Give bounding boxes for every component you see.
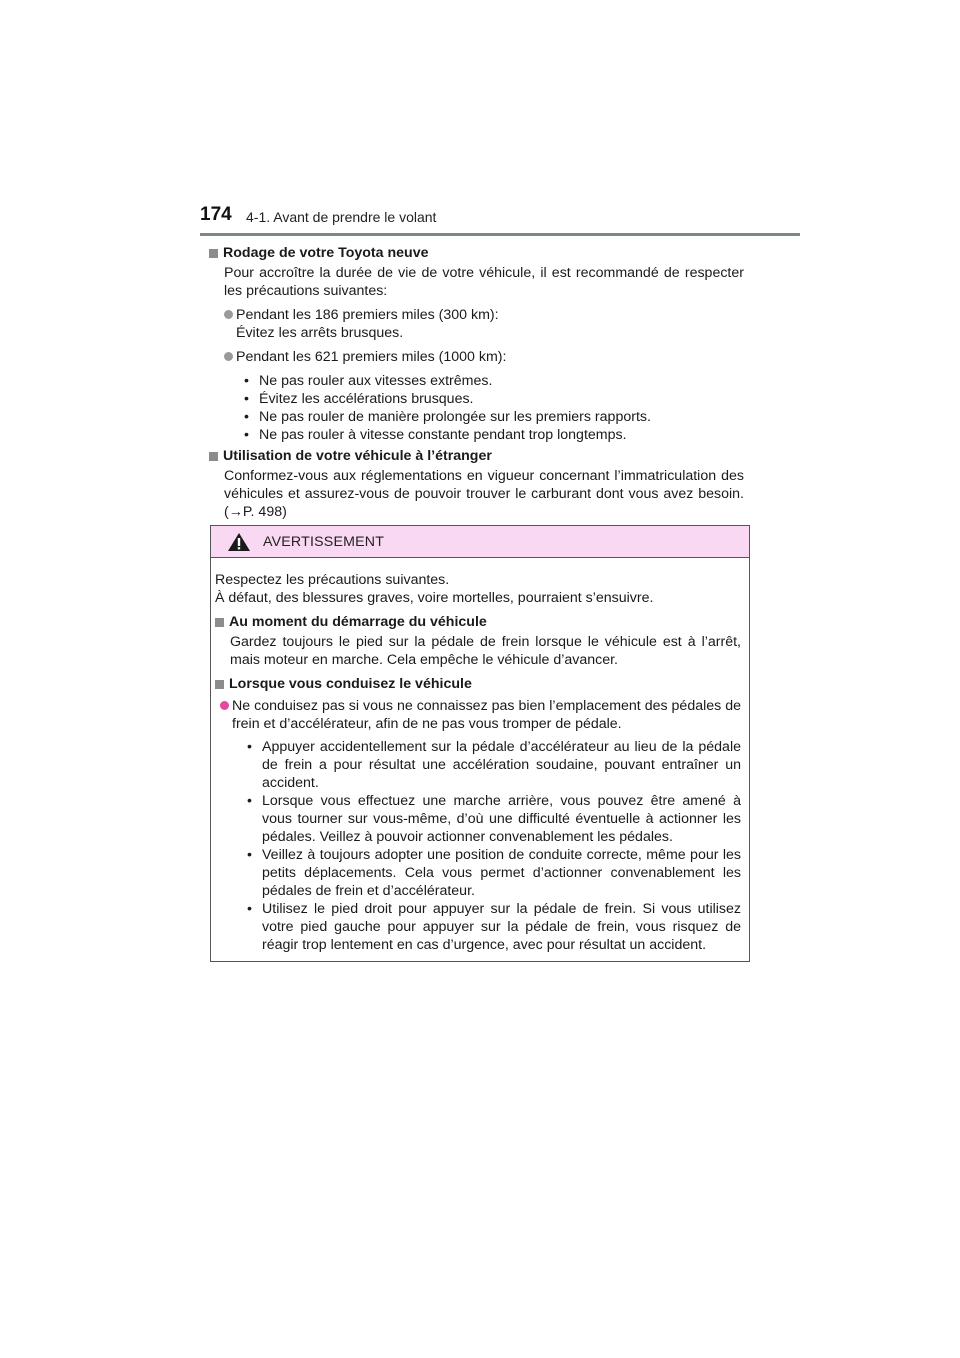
sub-item-text: Lorsque vous effectuez une marche arrière, vous pouvez être amené à vous tourner sur vous-même, d’où une difficulté éventuelle à actionner les pédales. Veillez à pouvoir actionner convenablement les pédales. xyxy=(262,793,741,845)
warning-paragraph: Gardez toujours le pied sur la pédale de frein lorsque le véhicule est à l’arrêt, mais moteur en marche. Cela empêche le véhicule d’avancer. xyxy=(230,634,741,668)
warning-triangle-icon xyxy=(227,532,251,552)
sub-list-item: • Appuyer accidentellement sur la pédale d’accélérateur au lieu de la pédale de frein a pour résultat une accélération soudaine, pouvant entraîner un accident. xyxy=(247,739,741,791)
bullet-text: Ne conduisez pas si vous ne connaissez pas bien l’emplacement des pédales de frein et d’accélérateur, afin de ne pas vous tromper de pédale. xyxy=(232,698,741,732)
warning-intro: À défaut, des blessures graves, voire mortelles, pourraient s’ensuivre. xyxy=(215,590,654,606)
sub-item-text: Appuyer accidentellement sur la pédale d’accélérateur au lieu de la pédale de frein a pour résultat une accélération soudaine, pouvant entraîner un accident. xyxy=(262,739,741,791)
bullet-text: Pendant les 186 premiers miles (300 km): xyxy=(236,307,499,323)
heading-text: Au moment du démarrage du véhicule xyxy=(229,614,487,630)
list-item xyxy=(224,306,744,342)
warning-intro: Respectez les précautions suivantes. xyxy=(215,572,450,588)
section-title: 4-1. Avant de prendre le volant xyxy=(246,209,437,225)
sub-list-item: • Ne pas rouler à vitesse constante pendant trop longtemps. xyxy=(244,427,627,443)
sub-list-item: • Évitez les accélérations brusques. xyxy=(244,391,474,407)
warning-heading-conduite xyxy=(215,675,741,693)
circle-bullet-icon xyxy=(224,352,233,361)
sub-list-item: • Ne pas rouler de manière prolongée sur les premiers rapports. xyxy=(244,409,651,425)
etranger-text: Conformez-vous aux réglementations en vigueur concernant l’immatriculation des véhicules et assurez-vous de pouvoir trouver le carburant dont vous avez besoin. (→P. 498) xyxy=(224,468,744,520)
heading-text: Utilisation de votre véhicule à l’étranger xyxy=(223,448,492,464)
main-content xyxy=(209,242,744,521)
warning-box xyxy=(210,525,750,962)
sub-list-item: • Utilisez le pied droit pour appuyer sur la pédale de frein. Si vous utilisez votre pied gauche pour appuyer sur la pédale de frein, vous risquez de réagir trop lentement en cas d’urgence, avec pour résultat un accident. xyxy=(247,901,741,953)
sub-list-item: • Lorsque vous effectuez une marche arrière, vous pouvez être amené à vous tourner sur vous-même, d’où une difficulté éventuelle à actionner les pédales. Veillez à pouvoir actionner convenablement les pédales. xyxy=(247,793,741,845)
sub-list-item: • Veillez à toujours adopter une position de conduite correcte, même pour les petits déplacements. Cela vous permet d’actionner convenablement les pédales de frein et d’accélérateur. xyxy=(247,847,741,899)
page-number: 174 xyxy=(200,204,232,225)
page-header xyxy=(200,200,800,236)
square-bullet-icon xyxy=(215,618,224,627)
heading-text: Rodage de votre Toyota neuve xyxy=(223,245,429,261)
heading-rodage xyxy=(209,244,744,262)
heading-etranger xyxy=(209,447,744,465)
square-bullet-icon xyxy=(209,249,218,258)
sub-item-text: Veillez à toujours adopter une position de conduite correcte, même pour les petits déplacements. Cela vous permet d’actionner convenablement les pédales de frein et d’accélérateur. xyxy=(262,847,741,899)
circle-bullet-icon xyxy=(224,310,233,319)
sub-item-text: Ne pas rouler aux vitesses extrêmes. xyxy=(259,373,493,389)
bullet-text: Pendant les 621 premiers miles (1000 km): xyxy=(236,349,507,365)
sub-item-text: Utilisez le pied droit pour appuyer sur la pédale de frein. Si vous utilisez votre pied gauche pour appuyer sur la pédale de frein, vous risquez de réagir trop lentement en cas d’urgence, avec pour résultat un accident. xyxy=(262,901,741,953)
list-item xyxy=(220,697,741,733)
warning-header xyxy=(211,526,749,558)
warning-title: AVERTISSEMENT xyxy=(263,533,385,550)
warning-sub-list xyxy=(245,738,741,954)
square-bullet-icon xyxy=(209,452,218,461)
list-item xyxy=(224,348,744,366)
sub-item-text: Évitez les accélérations brusques. xyxy=(259,391,474,407)
sub-item-text: Ne pas rouler de manière prolongée sur les premiers rapports. xyxy=(259,409,651,425)
warning-body xyxy=(211,558,749,954)
bullet-text: Évitez les arrêts brusques. xyxy=(236,325,404,341)
header-divider xyxy=(200,233,800,236)
circle-bullet-icon xyxy=(220,701,229,710)
sub-item-text: Ne pas rouler à vitesse constante pendant trop longtemps. xyxy=(259,427,627,443)
heading-text: Lorsque vous conduisez le véhicule xyxy=(229,676,472,692)
rodage-intro: Pour accroître la durée de vie de votre véhicule, il est recommandé de respecter les précautions suivantes: xyxy=(224,265,744,299)
sub-list-item: • Ne pas rouler aux vitesses extrêmes. xyxy=(244,373,493,389)
square-bullet-icon xyxy=(215,680,224,689)
warning-heading-demarrage xyxy=(215,613,741,631)
sub-list xyxy=(239,372,744,444)
